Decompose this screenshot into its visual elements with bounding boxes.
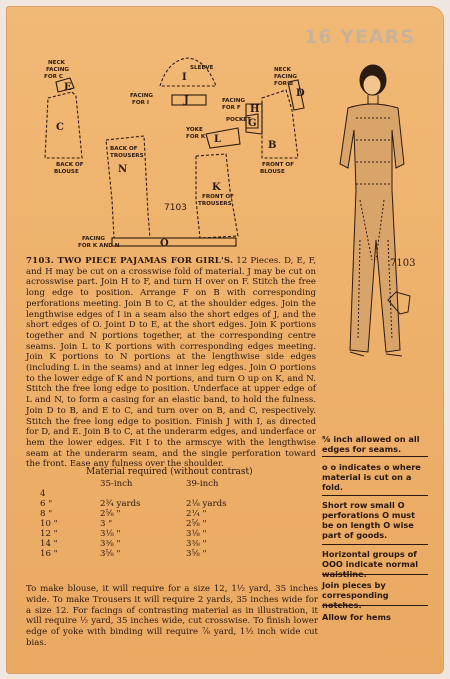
piece-o-facing [112, 238, 236, 246]
label-i: I [182, 72, 187, 83]
caption-front-blouse-1: FRONT OF [262, 162, 294, 168]
caption-facing-h-2: FOR F [222, 105, 241, 111]
caption-sleeve: SLEEVE [190, 65, 214, 71]
note-seam-allowance: ⅝ inch allowed on all edges for seams. [322, 434, 420, 454]
label-c: C [56, 122, 64, 133]
material-required-title: Material required (without contrast) [86, 467, 253, 477]
divider [322, 456, 428, 457]
footer-instructions: To make blouse, it will require for a size 12, 1½ yard, 35 inches wide. To make Trousers it will require 2 yards, 35 inches wide for a size 12. For facings of contrasting material as in illustration, it will require ½ yard, 35 inches wide, cut crosswise. To finish lower edge of yoke with binding will require ⅞ yard, 1½ inch wide cut bias. [26, 584, 318, 648]
caption-pocket: POCKET [226, 117, 251, 123]
caption-neck-facing-b-2: FACING [274, 74, 297, 80]
label-h: H [250, 104, 260, 115]
pattern-title: 7103. TWO PIECE PAJAMAS FOR GIRL'S. [26, 256, 234, 266]
caption-facing-k-n-1: FACING [82, 236, 105, 242]
label-k: K [212, 182, 221, 193]
caption-back-blouse-1: BACK OF [56, 162, 84, 168]
caption-neck-facing-e-1: NECK [48, 60, 65, 66]
caption-facing-h-1: FACING [222, 98, 245, 104]
caption-back-trousers-1: BACK OF [110, 146, 138, 152]
caption-facing-i-2: FOR I [132, 100, 149, 106]
label-n: N [118, 164, 128, 175]
label-j: J [184, 95, 189, 106]
label-o: O [160, 238, 169, 249]
diagram-pattern-number: 7103 [164, 203, 187, 213]
label-g: G [248, 118, 257, 129]
divider [322, 574, 428, 575]
instructions-text: 12 Pieces. D, E, F, and H may be cut on a crosswise fold of material. J may be cut on acrosswise part. Join H to F, and turn H over on F. Stitch the free long edge to position. Arrange F on B with corresponding perforations meeting. Join B to C, at the shoulder edges. Join the lengthwise edges of I in a seam also the short edges of J, and the short edges of O. Joint D to E, at the short edges. Join K portions together and N portions together, at the corresponding centre seams. Join L to K portions with corresponding edges meeting. Join K portions to N portions at the lengthwise side edges (including L in the seams) and at inner leg edges. Join O portions to the lower edge of K and N portions, and turn O up on K, and N. Stitch the free long edge to position. Underface at upper edge of L and N, to form a casing for an elastic band, to hold the fulness. Join D to B, and E to C, and turn over on B, and C, respectively. Stitch the free long edge to position. Finish J with I, as directed for D, and E. Join B to C, at the underarm edges, and underface or hem the lower edges. Fit I to the armscye with the lengthwise seam at the underarm seam, and the single perforation toward the front. Ease any fulness over the shoulder. [26, 256, 317, 470]
caption-back-blouse-2: BLOUSE [54, 169, 79, 175]
divider [322, 544, 428, 545]
caption-facing-k-n-2: FOR K AND N [78, 243, 120, 249]
caption-facing-i-1: FACING [130, 93, 153, 99]
instructions-paragraph [26, 256, 316, 470]
label-e: E [64, 82, 72, 93]
caption-front-trousers-2: TROUSERS [198, 201, 232, 207]
divider [322, 605, 428, 606]
caption-front-trousers-1: FRONT OF [202, 194, 234, 200]
piece-l-yoke [206, 128, 240, 148]
caption-front-blouse-2: BLOUSE [260, 169, 285, 175]
model-number: 7103 [390, 258, 416, 269]
material-table: 35-inch 39-inch 4 6 " 2¾ yards 2⅛ yards 8 " 2⅝ " 2¼ " 10 " 3 " 2⅝ " 12 " 3⅛ " 3⅛ " 14 " 3⅜ " 3⅜ " 16 " 3⅝ " 3⅝ " [40, 479, 227, 559]
divider [322, 495, 428, 496]
size-stamp: 16 YEARS [304, 26, 415, 48]
caption-yoke-2: FOR K [186, 134, 206, 140]
caption-back-trousers-2: TROUSERS [110, 153, 144, 159]
note-hems: Allow for hems [322, 612, 391, 622]
caption-neck-facing-e-2: FACING [46, 67, 69, 73]
label-b: B [268, 140, 277, 151]
label-l: L [214, 134, 222, 145]
caption-neck-facing-b-3: FOR B [274, 81, 294, 87]
caption-yoke-1: YOKE [186, 127, 203, 133]
note-waistline: Horizontal groups of OOO indicate normal waistline. [322, 549, 419, 579]
label-d: D [296, 88, 305, 99]
caption-neck-facing-b-1: NECK [274, 67, 291, 73]
note-notches: Join pieces by corresponding notches. [322, 580, 389, 610]
note-fold-line: o o indicates o where material is cut on a fold. [322, 462, 421, 492]
fashion-illustration [340, 65, 410, 356]
caption-neck-facing-e-3: FOR C [44, 74, 63, 80]
piece-i-sleeve [160, 58, 216, 86]
piece-j-facing [172, 95, 206, 105]
note-small-perforations: Short row small O perforations O must be on length O wise part of goods. [322, 500, 416, 540]
